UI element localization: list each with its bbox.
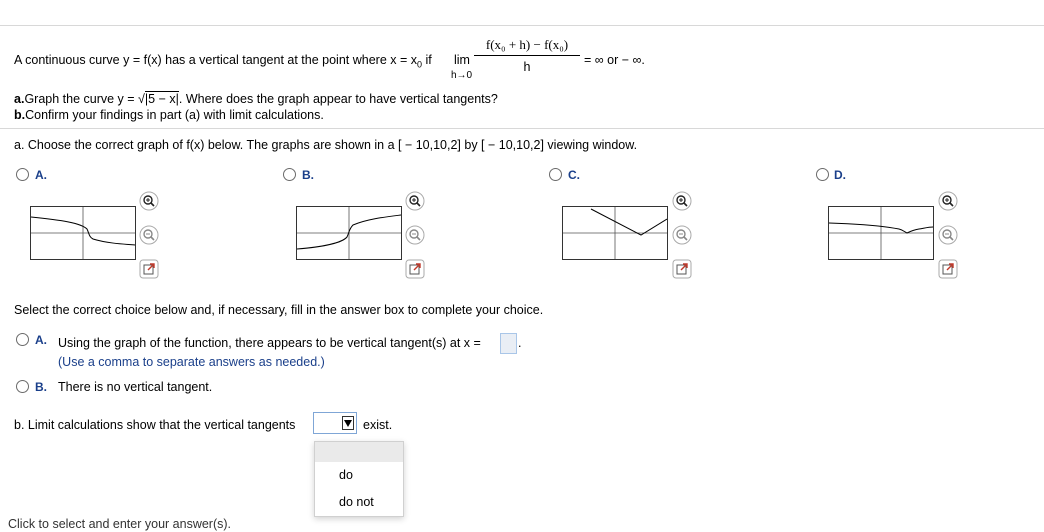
fraction-denominator: h (523, 60, 531, 74)
choice-b-label[interactable]: B. (35, 380, 47, 394)
zoom-in-icon[interactable] (672, 191, 692, 211)
choice-a-text: Using the graph of the function, there appears to be vertical tangent(s) at x = (58, 336, 481, 350)
choice-b-radio[interactable] (16, 380, 29, 393)
graph-option-b[interactable] (296, 206, 402, 260)
graph-d-plot (829, 207, 933, 259)
part-a-statement (14, 92, 498, 106)
expand-icon[interactable] (938, 259, 958, 279)
part-b-statement (14, 108, 324, 122)
graph-c-plot (563, 207, 667, 259)
part-b-text: Confirm your findings in part (a) with limit calculations. (25, 108, 324, 122)
top-divider (0, 25, 1044, 26)
vertical-tangents-dropdown (314, 441, 404, 517)
graph-option-c-radio[interactable] (549, 168, 562, 181)
graph-option-a-label[interactable]: A. (35, 168, 47, 182)
footer-status: Click to select and enter your answer(s). (8, 517, 232, 531)
part-b-label: b. (14, 108, 26, 122)
choice-a-period: . (518, 336, 522, 350)
zoom-out-icon[interactable] (672, 225, 692, 245)
part-b-prompt: b. Limit calculations show that the vertical tangents (14, 418, 296, 432)
expand-icon[interactable] (672, 259, 692, 279)
chevron-down-icon[interactable] (342, 416, 354, 430)
fraction-numerator: f(x₀ + h) − f(x₀) (485, 37, 569, 52)
part-a-post: . Where does the graph appear to have vertical tangents? (178, 92, 498, 106)
vertical-tangents-select[interactable] (313, 412, 357, 434)
graph-option-b-label[interactable]: B. (302, 168, 314, 182)
zoom-in-icon[interactable] (938, 191, 958, 211)
intro-sub: 0 (417, 59, 423, 70)
choice-b-text: There is no vertical tangent. (58, 380, 213, 394)
graph-option-c[interactable] (562, 206, 668, 260)
dropdown-option-do[interactable]: do (339, 468, 353, 482)
graph-a-plot (31, 207, 135, 259)
question-a-prompt: a. Choose the correct graph of f(x) below. The graphs are shown in a [ − 10,10,2] by [ − 10,10,2] viewing window. (14, 138, 638, 152)
lim-subscript: h→0 (451, 70, 473, 81)
expand-icon[interactable] (405, 259, 425, 279)
choice-prompt: Select the correct choice below and, if necessary, fill in the answer box to complete your choice. (14, 303, 544, 317)
part-a-pre: Graph the curve y = (24, 92, 139, 106)
graph-option-d-label[interactable]: D. (834, 168, 846, 182)
intro-text: A continuous curve y = f(x) has a vertical tangent at the point where x = x (14, 53, 417, 67)
graph-b-plot (297, 207, 401, 259)
fraction-bar (474, 55, 580, 56)
dropdown-blank-option[interactable] (315, 442, 403, 462)
zoom-out-icon[interactable] (938, 225, 958, 245)
part-b-suffix: exist. (363, 418, 393, 432)
part-a-label: a. (14, 92, 25, 106)
zoom-out-icon[interactable] (139, 225, 159, 245)
graph-option-a[interactable] (30, 206, 136, 260)
radical-sign: √ (138, 92, 145, 106)
section-divider (0, 128, 1044, 129)
zoom-in-icon[interactable] (405, 191, 425, 211)
choice-a-label[interactable]: A. (35, 333, 47, 347)
radicand: |5 − x| (144, 92, 179, 106)
graph-option-d-radio[interactable] (816, 168, 829, 181)
graph-option-d[interactable] (828, 206, 934, 260)
expand-icon[interactable] (139, 259, 159, 279)
dropdown-option-do-not[interactable]: do not (339, 495, 374, 509)
choice-a-hint: (Use a comma to separate answers as needed.) (58, 355, 325, 369)
zoom-out-icon[interactable] (405, 225, 425, 245)
problem-intro (14, 53, 432, 70)
choice-a-radio[interactable] (16, 333, 29, 346)
zoom-in-icon[interactable] (139, 191, 159, 211)
intro-if: if (422, 53, 432, 67)
limit-result: = ∞ or − ∞. (584, 53, 645, 67)
graph-option-c-label[interactable]: C. (568, 168, 580, 182)
limit-fraction (474, 37, 580, 74)
graph-option-b-radio[interactable] (283, 168, 296, 181)
vertical-tangent-answer-input[interactable] (500, 333, 517, 354)
lim-word: lim (454, 53, 470, 67)
graph-option-a-radio[interactable] (16, 168, 29, 181)
